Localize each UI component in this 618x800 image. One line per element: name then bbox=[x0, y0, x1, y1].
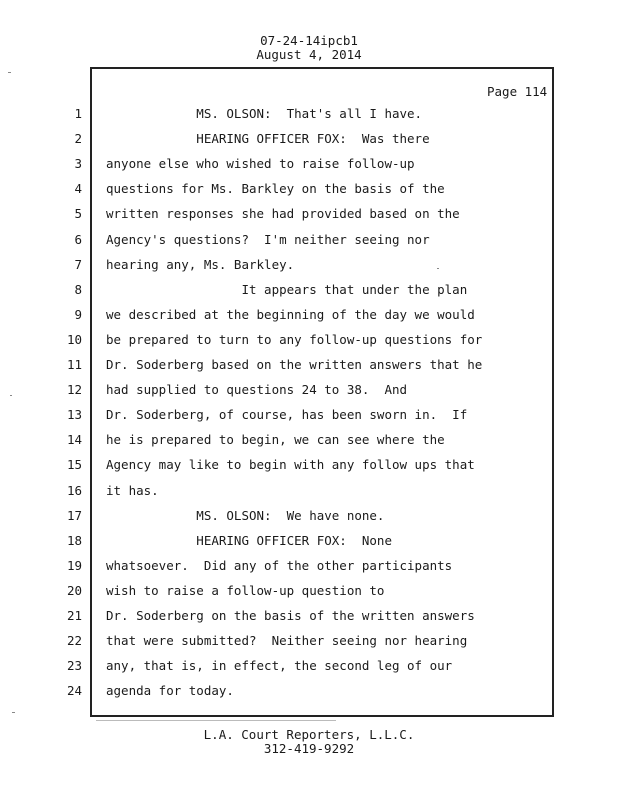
line-number: 20 bbox=[66, 582, 82, 598]
scan-speck bbox=[96, 720, 336, 721]
line-text: wish to raise a follow-up question to bbox=[106, 582, 385, 598]
transcript-line bbox=[0, 432, 618, 452]
line-number: 12 bbox=[66, 382, 82, 398]
transcript-line bbox=[0, 558, 618, 578]
line-text: Agency may like to begin with any follow ups that bbox=[106, 457, 475, 473]
line-number: 24 bbox=[66, 683, 82, 699]
line-number: 5 bbox=[74, 206, 82, 222]
line-number: 4 bbox=[74, 181, 82, 197]
line-number: 8 bbox=[74, 281, 82, 297]
transcript-line bbox=[0, 257, 618, 277]
line-text: MS. OLSON: That's all I have. bbox=[106, 106, 423, 121]
line-text: Agency's questions? I'm neither seeing nor bbox=[106, 231, 430, 247]
line-number: 2 bbox=[74, 131, 82, 147]
transcript-line bbox=[0, 508, 618, 528]
header-date: August 4, 2014 bbox=[256, 47, 362, 62]
page-number: Page 114 bbox=[487, 84, 548, 99]
line-number: 23 bbox=[66, 658, 82, 674]
transcript-line bbox=[0, 181, 618, 201]
line-number: 22 bbox=[66, 633, 82, 649]
line-text: questions for Ms. Barkley on the basis of the bbox=[106, 181, 445, 197]
scan-speck bbox=[10, 395, 12, 396]
line-text: Dr. Soderberg based on the written answers that he bbox=[106, 357, 483, 372]
transcript-line bbox=[0, 382, 618, 402]
line-number: 18 bbox=[66, 532, 82, 548]
transcript-line bbox=[0, 232, 618, 252]
line-number: 14 bbox=[66, 432, 82, 448]
line-number: 11 bbox=[66, 357, 82, 372]
line-text: written responses she had provided based on the bbox=[106, 206, 460, 222]
line-number: 7 bbox=[74, 256, 82, 272]
line-number: 9 bbox=[74, 306, 82, 322]
line-text: any, that is, in effect, the second leg of our bbox=[106, 658, 453, 674]
scan-speck bbox=[437, 268, 439, 269]
footer-phone: 312-419-9292 bbox=[263, 741, 355, 756]
line-text: Dr. Soderberg, of course, has been sworn in. If bbox=[106, 407, 468, 423]
footer-company: L.A. Court Reporters, L.L.C. bbox=[203, 727, 415, 742]
line-number: 21 bbox=[66, 608, 82, 623]
scan-speck bbox=[12, 712, 15, 713]
line-number: 15 bbox=[66, 457, 82, 473]
header-case-id: 07-24-14ipcb1 bbox=[260, 33, 358, 48]
line-number: 10 bbox=[66, 331, 82, 347]
line-number: 16 bbox=[66, 482, 82, 498]
line-text: It appears that under the plan bbox=[106, 281, 468, 297]
line-text: whatsoever. Did any of the other participants bbox=[106, 557, 453, 573]
transcript-line bbox=[0, 608, 618, 628]
line-text: hearing any, Ms. Barkley. bbox=[106, 256, 295, 272]
transcript-line bbox=[0, 583, 618, 603]
transcript-line bbox=[0, 206, 618, 226]
transcript-line bbox=[0, 457, 618, 477]
transcript-line bbox=[0, 683, 618, 703]
transcript-line bbox=[0, 131, 618, 151]
line-text: HEARING OFFICER FOX: None bbox=[106, 532, 392, 548]
transcript-line bbox=[0, 307, 618, 327]
line-text: had supplied to questions 24 to 38. And bbox=[106, 382, 408, 398]
transcript-line bbox=[0, 483, 618, 503]
line-text: agenda for today. bbox=[106, 683, 234, 699]
line-text: we described at the beginning of the day we would bbox=[106, 306, 475, 322]
line-number: 17 bbox=[66, 507, 82, 523]
line-text: that were submitted? Neither seeing nor hearing bbox=[106, 633, 468, 649]
line-number: 3 bbox=[74, 156, 82, 172]
line-number: 19 bbox=[66, 557, 82, 573]
transcript-line bbox=[0, 332, 618, 352]
transcript-line bbox=[0, 633, 618, 653]
transcript-line bbox=[0, 156, 618, 176]
line-text: it has. bbox=[106, 482, 159, 498]
transcript-line bbox=[0, 282, 618, 302]
scan-speck bbox=[8, 72, 11, 73]
line-number: 1 bbox=[74, 106, 82, 121]
transcript-line bbox=[0, 658, 618, 678]
transcript-line bbox=[0, 357, 618, 377]
transcript-line bbox=[0, 533, 618, 553]
line-number: 6 bbox=[74, 231, 82, 247]
line-text: he is prepared to begin, we can see where the bbox=[106, 432, 445, 448]
line-text: be prepared to turn to any follow-up questions for bbox=[106, 331, 483, 347]
line-text: anyone else who wished to raise follow-up bbox=[106, 156, 415, 172]
line-number: 13 bbox=[66, 407, 82, 423]
transcript-line bbox=[0, 407, 618, 427]
line-text: Dr. Soderberg on the basis of the written answers bbox=[106, 608, 475, 623]
line-text: MS. OLSON: We have none. bbox=[106, 507, 385, 523]
transcript-line bbox=[0, 106, 618, 126]
line-text: HEARING OFFICER FOX: Was there bbox=[106, 131, 430, 147]
